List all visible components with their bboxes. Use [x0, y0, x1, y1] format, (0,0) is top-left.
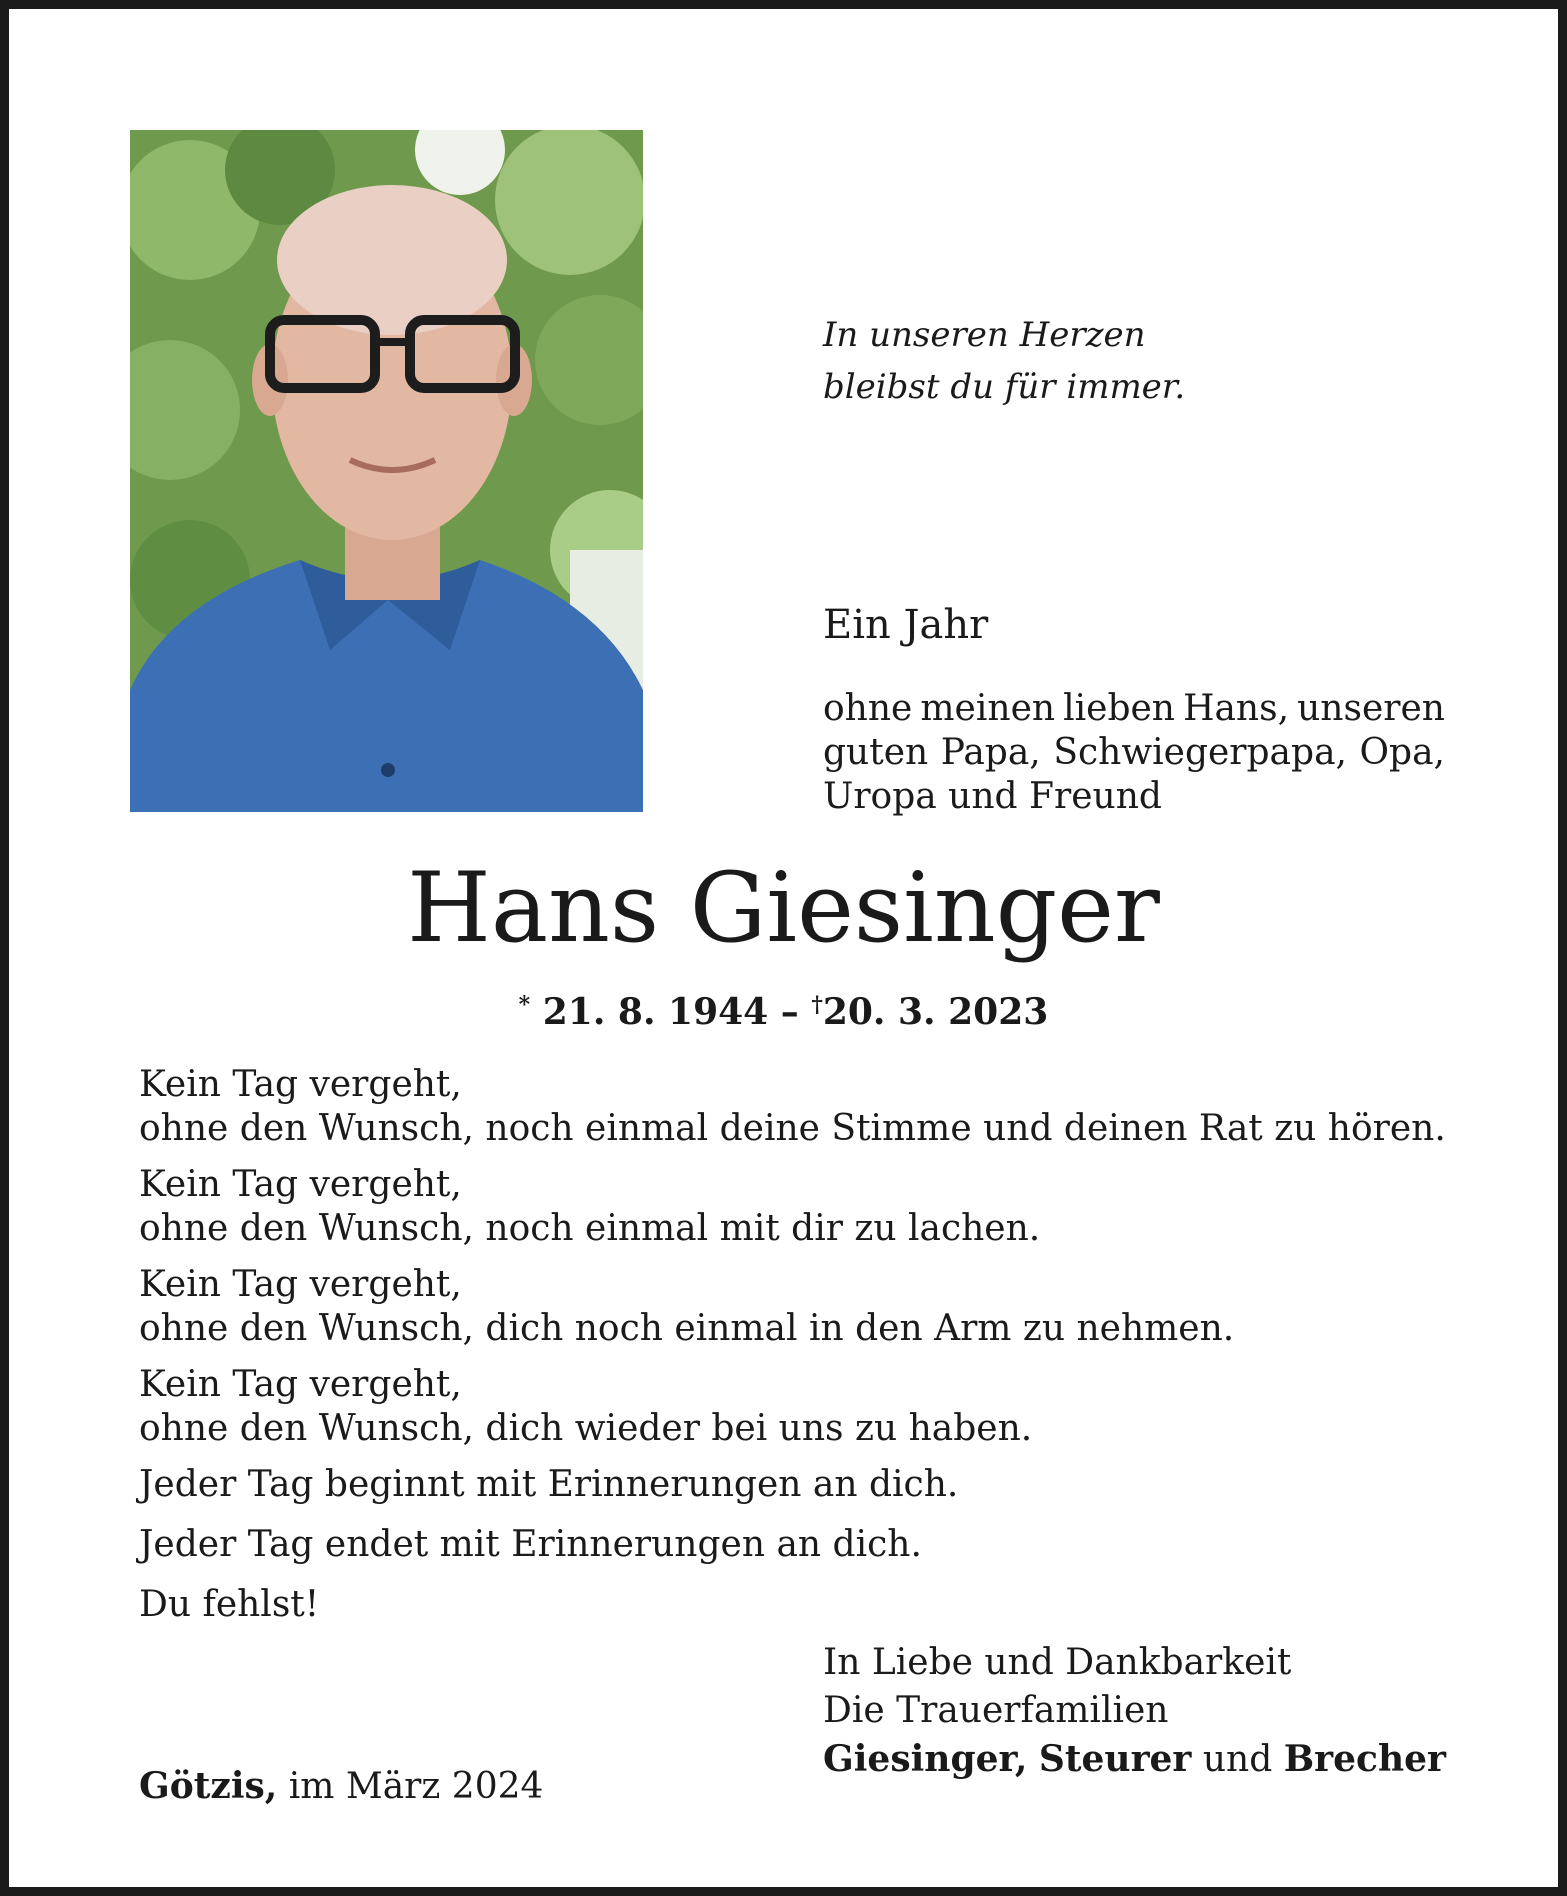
intro-line-3: Uropa und Freund: [823, 776, 1162, 817]
intro-line-1: [823, 687, 1445, 731]
place-and-date: [139, 1762, 543, 1811]
poem-closing-line: [139, 1523, 1446, 1567]
quote-line: In unseren Herzen: [823, 315, 1146, 355]
family-name: Brecher: [1283, 1738, 1446, 1780]
intro-word: guten: [823, 732, 929, 773]
poem-line: ohne den Wunsch, dich wieder bei uns zu haben.: [139, 1408, 1033, 1449]
poem-stanza: [139, 1163, 1446, 1251]
intro-word: unseren: [1297, 688, 1445, 729]
family-connector: und: [1202, 1739, 1273, 1780]
poem-closing-line: [139, 1583, 1446, 1627]
signoff: [823, 1639, 1446, 1784]
intro-word: Opa,: [1359, 732, 1445, 773]
intro-word: Schwiegerpapa,: [1053, 732, 1347, 773]
poem-stanza: [139, 1263, 1446, 1351]
poem-line: Kein Tag vergeht,: [139, 1264, 462, 1305]
poem-closing-line: [139, 1463, 1446, 1507]
poem-line: Du fehlst!: [139, 1584, 320, 1625]
poem-line: ohne den Wunsch, noch einmal deine Stimme und deinen Rat zu hören.: [139, 1108, 1446, 1149]
death-date: 20. 3. 2023: [822, 991, 1049, 1033]
intro-line-2: [823, 731, 1445, 775]
signoff-line: Die Trauerfamilien: [823, 1690, 1169, 1731]
deceased-name: Hans Giesinger: [407, 852, 1160, 964]
portrait-photo: [130, 130, 643, 812]
quote-line: bleibst du für immer.: [823, 367, 1186, 407]
portrait-icon: [130, 130, 643, 812]
heading-one-year: Ein Jahr: [823, 602, 989, 648]
poem-stanza: [139, 1063, 1446, 1151]
intro-word: ohne: [823, 688, 913, 729]
date-separator: –: [780, 991, 799, 1033]
poem-line: Jeder Tag endet mit Erinnerungen an dich.: [139, 1524, 922, 1565]
life-dates: [9, 981, 1558, 1036]
poem-line: Kein Tag vergeht,: [139, 1364, 462, 1405]
place-date: im März 2024: [288, 1766, 544, 1807]
family-name: Steurer: [1038, 1738, 1192, 1780]
poem-line: Kein Tag vergeht,: [139, 1164, 462, 1205]
birth-symbol: *: [518, 992, 531, 1018]
death-symbol: †: [811, 992, 823, 1018]
poem-line: ohne den Wunsch, dich noch einmal in den Arm zu nehmen.: [139, 1308, 1235, 1349]
poem-line: Jeder Tag beginnt mit Erinnerungen an dich.: [139, 1464, 959, 1505]
family-names: [823, 1735, 1446, 1784]
intro-word: lieben: [1063, 688, 1175, 729]
intro-word: meinen: [920, 688, 1056, 729]
place-town: Götzis,: [139, 1765, 278, 1807]
memorial-poem: [139, 1063, 1446, 1643]
memorial-quote: [823, 309, 1185, 413]
intro-text: [823, 687, 1445, 819]
intro-word: Hans,: [1183, 688, 1290, 729]
intro-word: Papa,: [940, 732, 1041, 773]
poem-line: Kein Tag vergeht,: [139, 1064, 462, 1105]
signoff-line: In Liebe und Dankbarkeit: [823, 1642, 1292, 1683]
poem-line: ohne den Wunsch, noch einmal mit dir zu lachen.: [139, 1208, 1041, 1249]
poem-stanza: [139, 1363, 1446, 1451]
birth-date: 21. 8. 1944: [542, 991, 769, 1033]
family-name: Giesinger,: [823, 1738, 1028, 1780]
